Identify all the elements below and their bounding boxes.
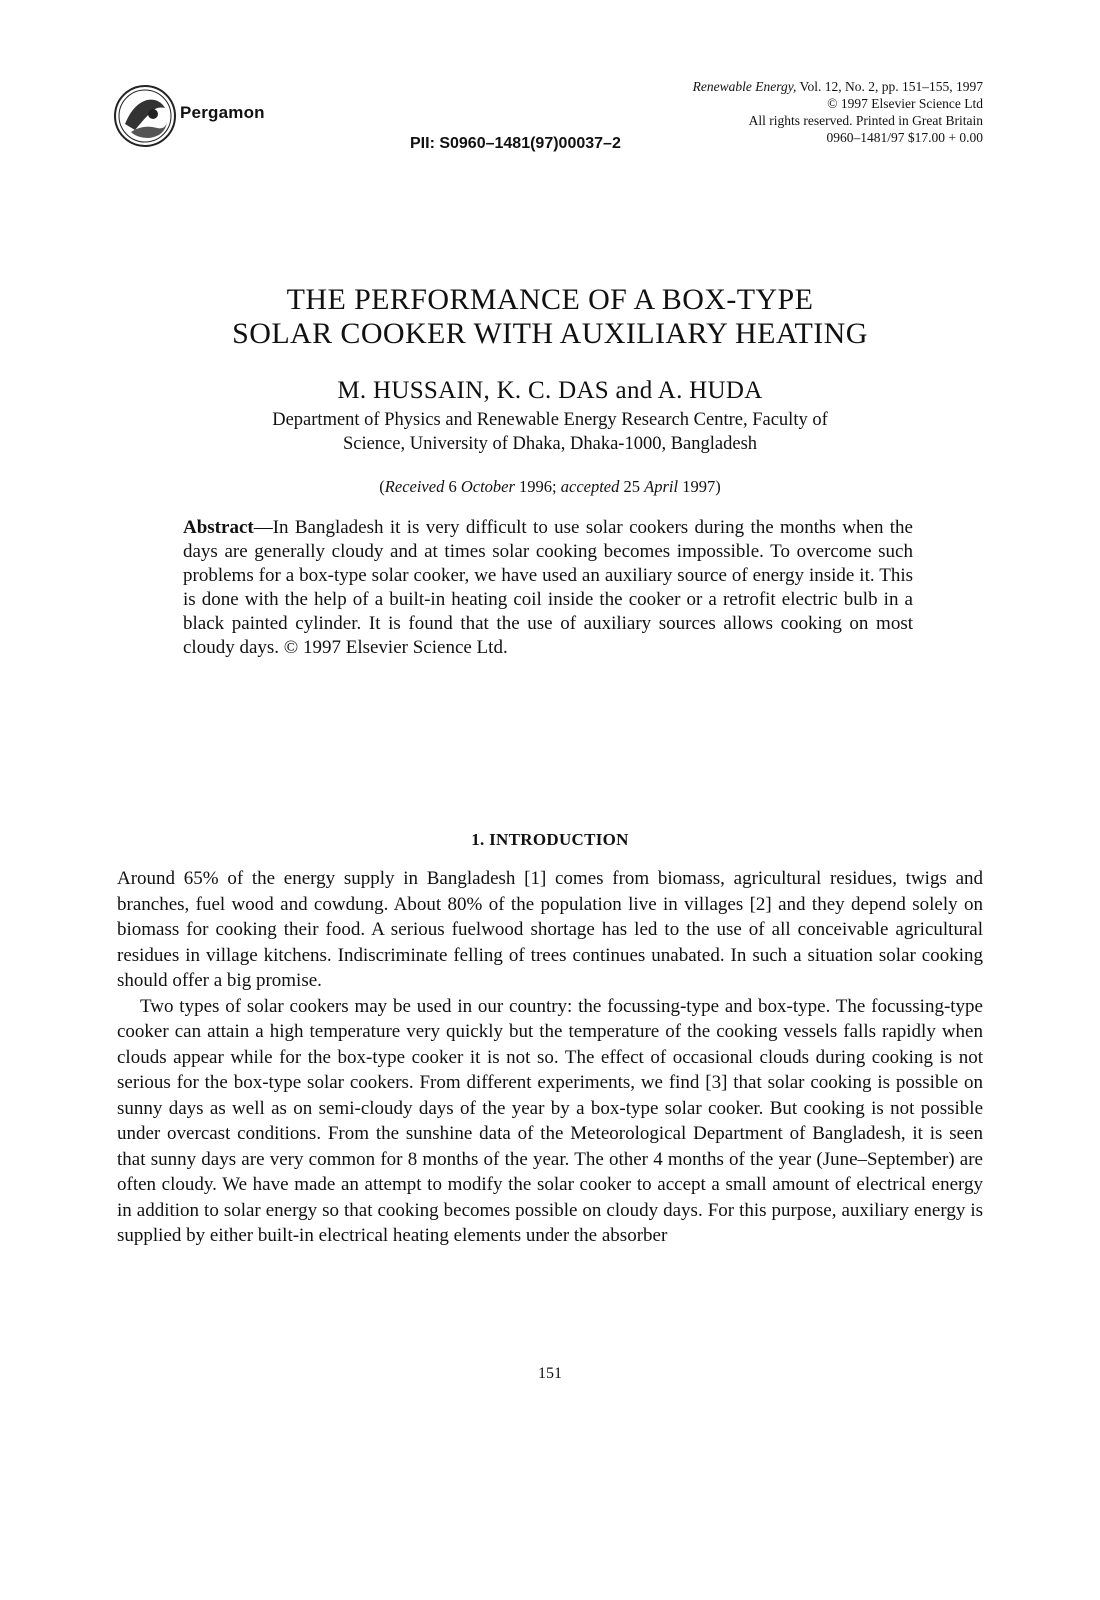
journal-rights: All rights reserved. Printed in Great Britain <box>748 113 983 128</box>
pii-code: PII: S0960–1481(97)00037–2 <box>410 135 621 152</box>
article-title-line1: THE PERFORMANCE OF A BOX-TYPE <box>286 283 814 316</box>
accepted-year: 1997) <box>678 477 721 496</box>
abstract-label: Abstract <box>183 517 254 538</box>
introduction-paragraph: Two types of solar cookers may be used in our country: the focussing-type and box-type. The focussing-type cooker can attain a high temperature very quickly but the temperature of the cooking vessels falls rapidly when clouds appear while for the box-type cooker it is not so. The effect of occasional clouds during cooking is not serious for the box-type solar cookers. From different experiments, we find [3] that solar cooking is possible on sunny days as well as on semi-cloudy days of the year by a box-type solar cooker. But cooking is not possible under overcast conditions. From the sunshine data of the Meteorological Department of Bangladesh, it is seen that sunny days are very common for 8 months of the year. The other 4 months of the year (June–September) are often cloudy. We have made an attempt to modify the solar cooker to accept a small amount of electrical energy in addition to solar energy so that cooking becomes possible on cloudy days. For this purpose, auxiliary energy is supplied by either built-in electrical heating elements under the absorber <box>117 995 983 1246</box>
journal-citation <box>603 78 983 95</box>
journal-copyright: © 1997 Elsevier Science Ltd <box>827 96 983 111</box>
article-affiliation <box>0 408 1100 456</box>
section-heading-introduction: 1. INTRODUCTION <box>471 830 629 849</box>
article-title-line2: SOLAR COOKER WITH AUXILIARY HEATING <box>232 317 868 350</box>
journal-meta <box>603 78 983 146</box>
article-title <box>0 283 1100 351</box>
received-open: ( <box>379 477 385 496</box>
accepted-month: April <box>644 477 679 496</box>
accepted-day: 25 <box>619 477 645 496</box>
affiliation-line1: Department of Physics and Renewable Energy Research Centre, Faculty of <box>272 410 828 430</box>
pergamon-logo-icon <box>113 84 177 148</box>
journal-volume: Vol. 12, No. 2, pp. 151–155, 1997 <box>796 79 983 94</box>
introduction-body <box>117 866 983 1249</box>
article-authors: M. HUSSAIN, K. C. DAS and A. HUDA <box>337 377 763 404</box>
publisher-name: Pergamon <box>180 103 265 122</box>
accepted-label: accepted <box>560 477 620 496</box>
received-day: 6 <box>444 477 461 496</box>
affiliation-line2: Science, University of Dhaka, Dhaka-1000, Bangladesh <box>342 434 758 454</box>
journal-name: Renewable Energy, <box>692 79 797 94</box>
received-year: 1996; <box>514 477 561 496</box>
journal-price: 0960–1481/97 $17.00 + 0.00 <box>826 130 983 145</box>
introduction-paragraph: Around 65% of the energy supply in Bangladesh [1] comes from biomass, agricultural residues, twigs and branches, fuel wood and cowdung. About 80% of the population live in villages [2] and they depend solely on biomass for cooking their food. A serious fuelwood shortage has led to the use of all conceivable agricultural residues in village kitchens. Indiscriminate felling of trees continues unabated. In such a situation solar cooking should offer a big promise. <box>117 868 983 991</box>
received-dates <box>0 477 1100 497</box>
received-label: Received <box>384 477 445 496</box>
received-month: October <box>460 477 515 496</box>
abstract <box>183 516 913 660</box>
page-number: 151 <box>538 1365 562 1382</box>
abstract-text: —In Bangladesh it is very difficult to use solar cookers during the months when the days are generally cloudy and at times solar cooking becomes impossible. To overcome such problems for a box-type solar cooker, we have used an auxiliary source of energy inside it. This is done with the help of a built-in heating coil inside the cooker or a retrofit electric bulb in a black painted cylinder. It is found that the use of auxiliary sources allows cooking on most cloudy days. © 1997 Elsevier Science Ltd. <box>183 517 913 658</box>
